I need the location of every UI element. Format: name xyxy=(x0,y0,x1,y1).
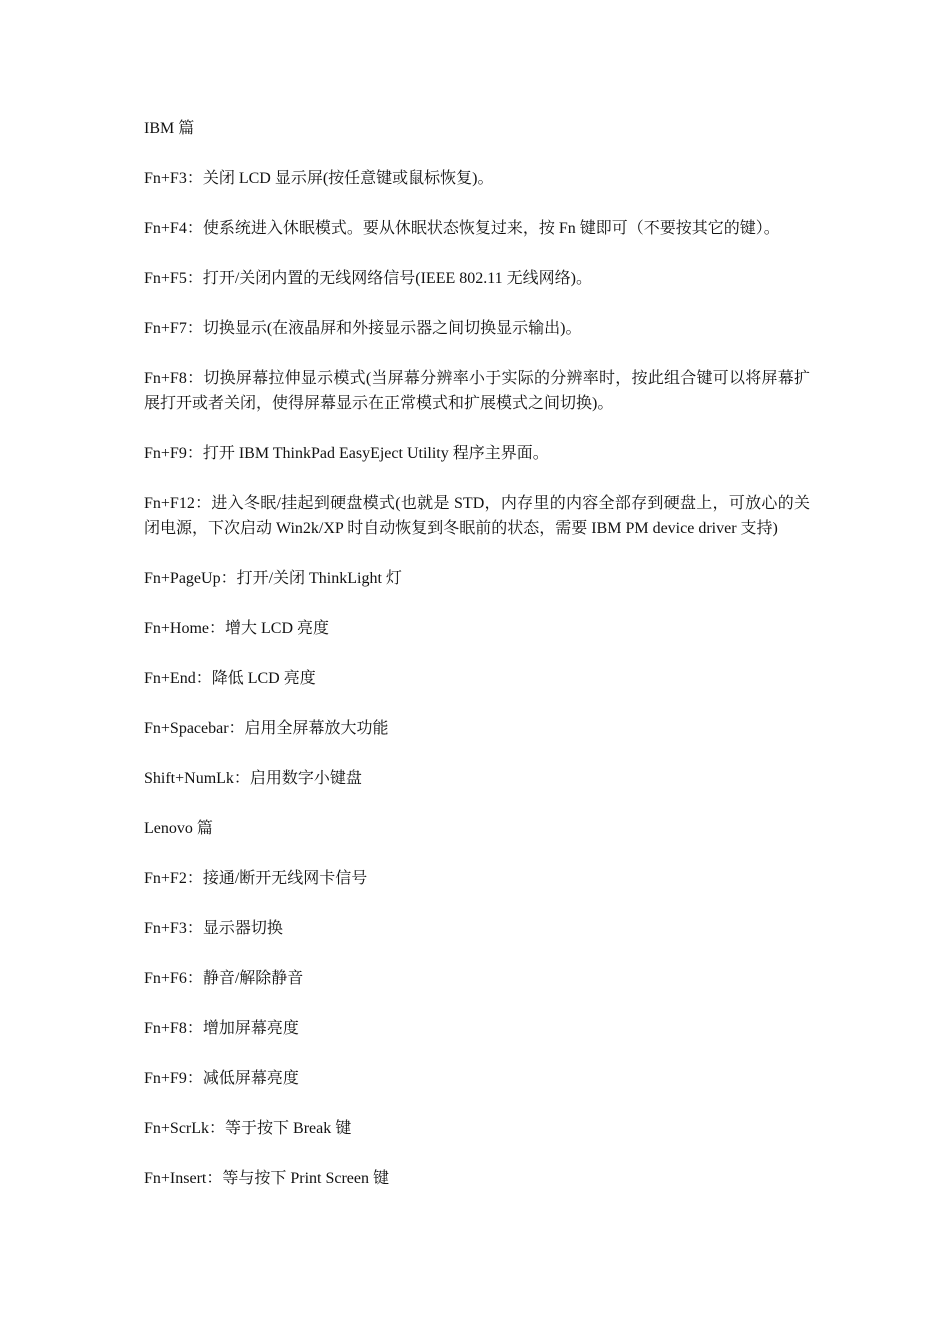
shortcut-fn-spacebar-ibm: Fn+Spacebar：启用全屏幕放大功能 xyxy=(144,720,389,737)
section-heading-lenovo: Lenovo 篇 xyxy=(144,820,213,837)
shortcut-fn-f12-ibm: Fn+F12：进入冬眠/挂起到硬盘模式(也就是 STD，内存里的内容全部存到硬盘上，可放心的关闭电源，下次启动 Win2k/XP 时自动恢复到冬眠前的状态，需要 IBM PM device driver 支持) xyxy=(144,495,810,537)
shortcut-shift-numlk-ibm: Shift+NumLk：启用数字小键盘 xyxy=(144,770,362,787)
shortcut-fn-f4-ibm: Fn+F4：使系统进入休眠模式。要从休眠状态恢复过来，按 Fn 键即可（不要按其它的键）。 xyxy=(144,220,780,237)
shortcut-fn-f9-ibm: Fn+F9：打开 IBM ThinkPad EasyEject Utility 程序主界面。 xyxy=(144,445,549,462)
section-heading-ibm: IBM 篇 xyxy=(144,120,195,137)
shortcut-fn-f6-lenovo: Fn+F6：静音/解除静音 xyxy=(144,970,304,987)
shortcut-fn-insert-lenovo: Fn+Insert：等与按下 Print Screen 键 xyxy=(144,1170,390,1187)
shortcut-fn-scrlk-lenovo: Fn+ScrLk：等于按下 Break 键 xyxy=(144,1120,352,1137)
shortcut-fn-f8-lenovo: Fn+F8：增加屏幕亮度 xyxy=(144,1020,299,1037)
shortcut-fn-f7-ibm: Fn+F7：切换显示(在液晶屏和外接显示器之间切换显示输出)。 xyxy=(144,320,582,337)
shortcut-fn-f8-ibm: Fn+F8：切换屏幕拉伸显示模式(当屏幕分辨率小于实际的分辨率时，按此组合键可以将屏幕扩展打开或者关闭，使得屏幕显示在正常模式和扩展模式之间切换)。 xyxy=(144,370,810,412)
shortcut-fn-f3-ibm: Fn+F3：关闭 LCD 显示屏(按任意键或鼠标恢复)。 xyxy=(144,170,494,187)
shortcut-fn-home-ibm: Fn+Home：增大 LCD 亮度 xyxy=(144,620,330,637)
shortcut-fn-f9-lenovo: Fn+F9：减低屏幕亮度 xyxy=(144,1070,299,1087)
shortcut-fn-end-ibm: Fn+End：降低 LCD 亮度 xyxy=(144,670,316,687)
shortcut-fn-f5-ibm: Fn+F5：打开/关闭内置的无线网络信号(IEEE 802.11 无线网络)。 xyxy=(144,270,592,287)
shortcut-fn-f2-lenovo: Fn+F2：接通/断开无线网卡信号 xyxy=(144,870,368,887)
document-body xyxy=(144,116,810,1216)
shortcut-fn-pageup-ibm: Fn+PageUp：打开/关闭 ThinkLight 灯 xyxy=(144,570,402,587)
shortcut-fn-f3-lenovo: Fn+F3：显示器切换 xyxy=(144,920,283,937)
